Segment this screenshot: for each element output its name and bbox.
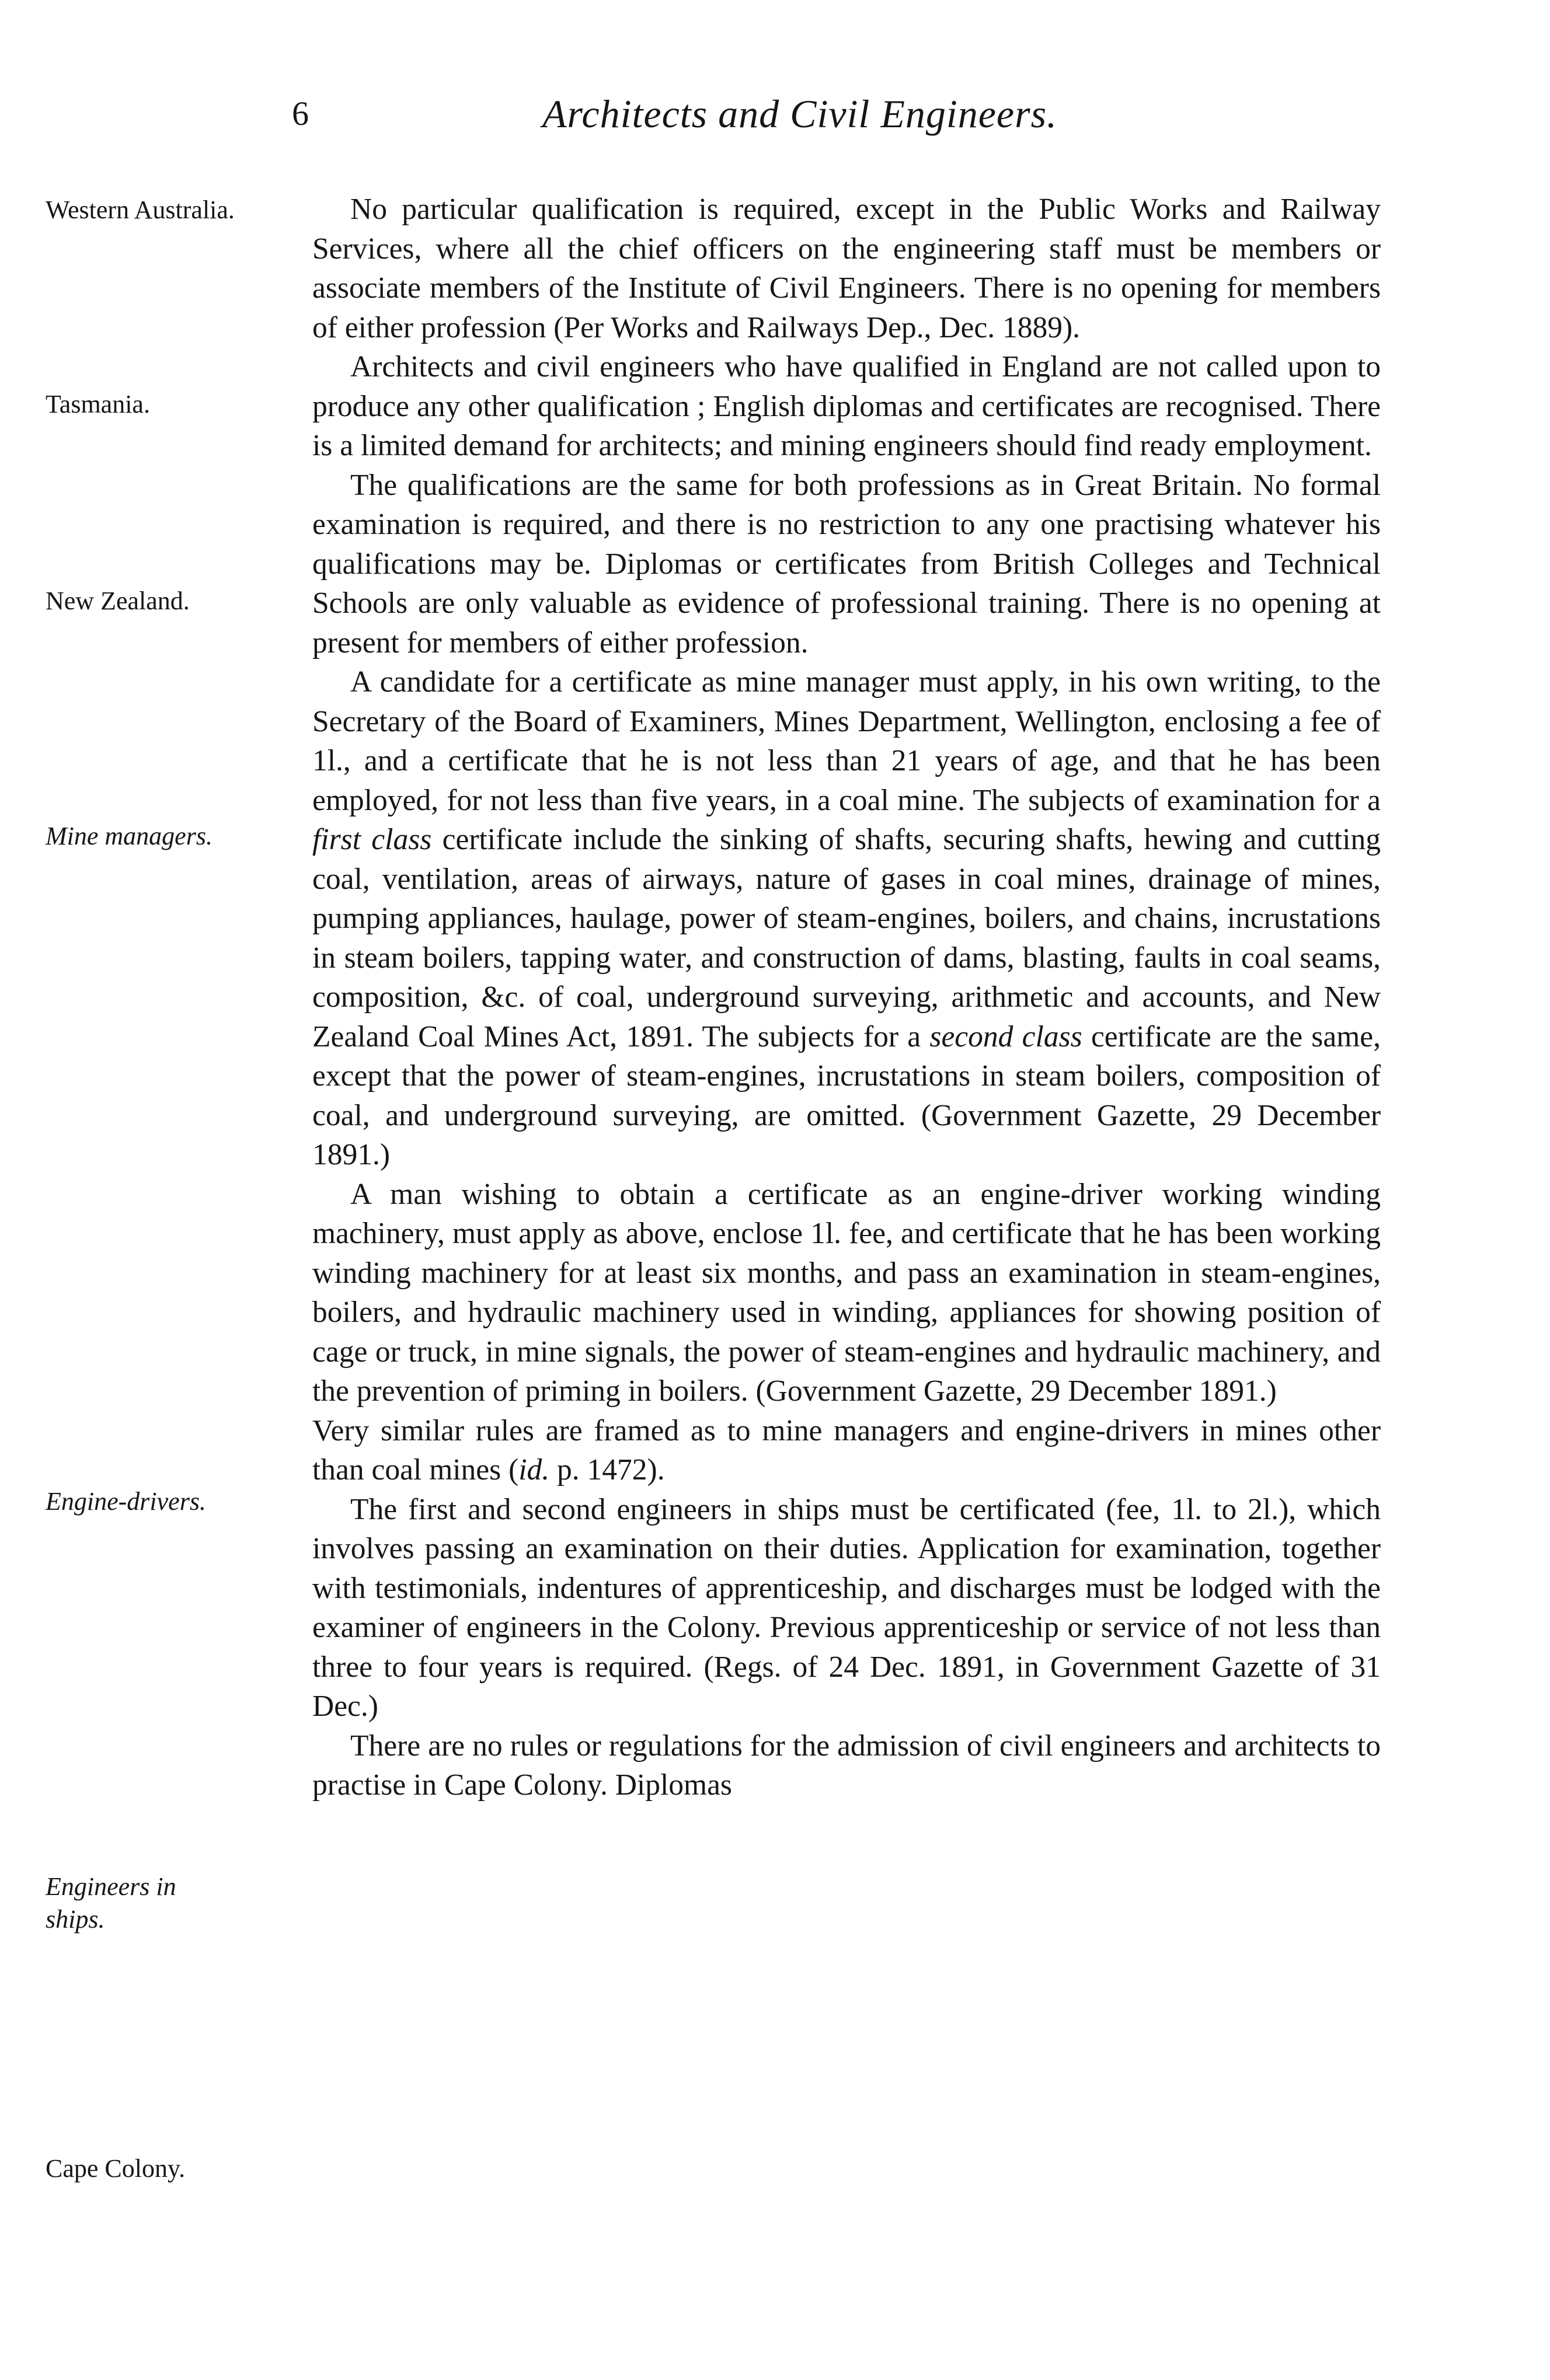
paragraph-tasmania: Architects and civil engineers who have qualified in England are not called upon to produce any other qualification ; English diplomas and certificates are recognised. There is a limited demand for architects; and mining engineers should find ready employment. [312,350,1381,462]
paragraph-cape-colony: There are no rules or regulations for the admission of civil engineers and architects to practise in Cape Colony. Diplomas [312,1729,1381,1802]
paragraph-western-australia: No particular qualification is required, except in the Public Works and Railway Services, where all the chief officers on the engineering staff must be members or associate members of the Institute of Civil Engineers. There is no opening for members of either profession (Per Works and Railways Dep., Dec. 1889). [312,193,1381,344]
mine-managers-text-1: A candidate for a certificate as mine manager must apply, in his own writing, to the Secretary of the Board of Examiners, Mines Department, Wellington, enclosing a fee of 1l., and a certificate that he is not less than 21 years of age, and that he has been employed, for not less than five years, in a coal mine. The subjects of examination for a [312,665,1381,817]
first-class-emphasis: first class [312,823,432,856]
paragraph-mine-managers [312,662,1381,1175]
running-head [245,88,1354,140]
paragraph-engine-drivers: A man wishing to obtain a certificate as an engine-driver working winding machinery, must apply as above, enclose 1l. fee, and certificate that he has been working winding machinery for at least six months, and pass an examination in steam-engines, boilers, and hydraulic machinery used in winding, appliances for showing position of cage or truck, in mine signals, the power of steam-engines and hydraulic machinery, and the prevention of priming in boilers. (Government Gazette, 29 December 1891.) [312,1177,1381,1408]
margin-note-western-australia: Western Australia. [46,196,235,224]
margin-note-cape-colony: Cape Colony. [46,2154,186,2183]
body-text [312,190,1381,1805]
running-title: Architects and Civil Engineers. [542,92,1058,136]
engine-drivers-text-3: p. 1472). [557,1453,665,1486]
page-number: 6 [292,95,309,132]
paragraph-engine-drivers-note [312,1411,1381,1490]
second-class-emphasis: second class [929,1020,1082,1053]
mine-managers-text-3: certificate are the same, except that the power of steam-engines, incrustations in steam boilers, composition of coal, and underground surveying, are omitted. (Government Gazette, 29 December 1891.) [312,1020,1381,1171]
paragraph-engineers-in-ships: The first and second engineers in ships must be certificated (fee, 1l. to 2l.), which involves passing an examination on their duties. Application for examination, together with testimonials, indentures of apprenticeship, and discharges must be lodged with the examiner of engineers in the Colony. Previous apprenticeship or service of not less than three to four years is required. (Regs. of 24 Dec. 1891, in Government Gazette of 31 Dec.) [312,1492,1381,1723]
id-emphasis: id. [518,1453,550,1486]
margin-note-engineers-in-ships: Engineers in ships. [46,1872,176,1934]
paragraph-new-zealand: The qualifications are the same for both professions as in Great Britain. No formal examination is required, and there is no restriction to any one practising whatever his qualifications may be. Diplomas or certificates from British Colleges and Technical Schools are only valuable as evidence of professional training. There is no opening at present for members of either profession. [312,468,1381,659]
margin-note-mine-managers: Mine managers. [46,822,213,850]
margin-note-engine-drivers: Engine-drivers. [46,1487,206,1516]
mine-managers-text-2: certificate include the sinking of shafts, securing shafts, hewing and cutting coal, ventilation, areas of airways, nature of gases in coal mines, drainage of mines, pumping appliances, haulage, power of steam-engines, boilers, and chains, incrustations in steam boilers, tapping water, and construction of dams, blasting, faults in coal seams, composition, &c. of coal, underground surveying, arithmetic and accounts, and New Zealand Coal Mines Act, 1891. The subjects for a [312,823,1381,1053]
margin-note-tasmania: Tasmania. [46,390,150,418]
margin-note-new-zealand: New Zealand. [46,587,190,615]
engine-drivers-text-2: Very similar rules are framed as to mine managers and engine-drivers in mines other than coal mines ( [312,1414,1381,1486]
